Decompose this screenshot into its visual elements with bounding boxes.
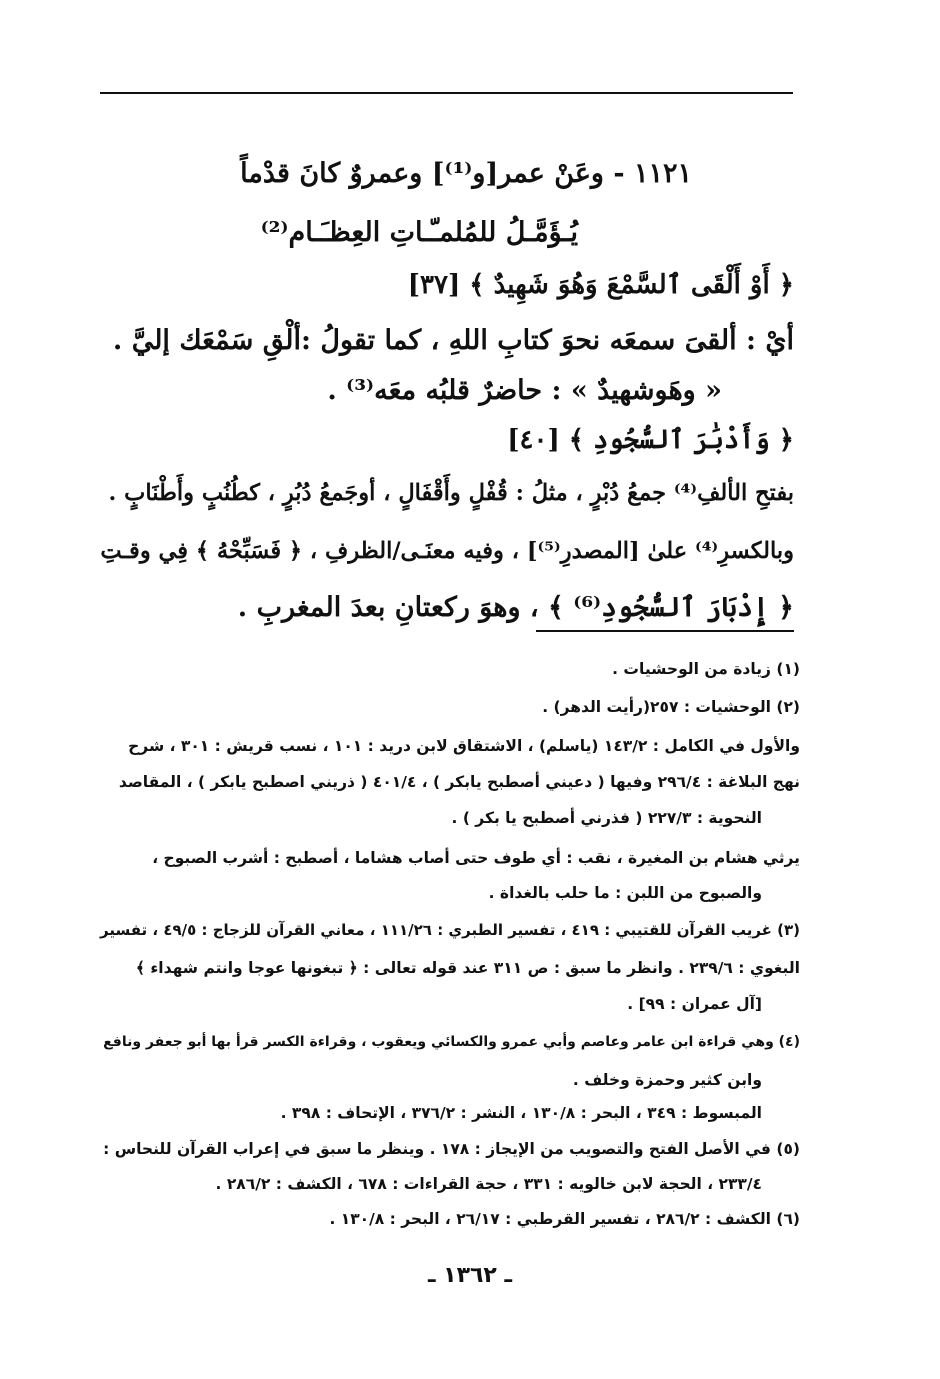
- footnote-6: (٦) الكشف : ٢٨٦/٢ ، تفسير القرطبي : ٢٦/١٧ ، البحر : ١٣٠/٨ .: [329, 1210, 800, 1228]
- footnote-rule: [536, 630, 794, 632]
- footnote-3-line-2: البغوي : ٢٣٩/٦ . وانظر ما سبق : ص ٣١١ عند قوله تعالى : ﴿ تبغونها عوجا وانتم شهداء ﴾: [135, 959, 800, 977]
- top-rule: [100, 92, 793, 94]
- footnote-2-line-5: يرثي هشام بن المغيرة ، نقب : أي طوف حتى أصاب هشاما ، أصطبح : أشرب الصبوح ،: [152, 849, 800, 867]
- quran-verse-40: ﴿ وَأَدْبَٰرَ ٱلسُّجُودِ ﴾ [٤٠]: [507, 425, 794, 455]
- footnote-2-line-2: والأول في الكامل : ١٤٣/٢ (ياسلم) ، الاشتقاق لابن دريد : ١٠١ ، نسب قريش : ٣٠١ ، شرح: [128, 737, 800, 755]
- footnote-2-line-4: النحوية : ٢٢٧/٣ ( فذرني أصطبح يا بكر ) .: [451, 809, 762, 827]
- page-number: ـ ١٣٦٢ ـ: [427, 1263, 513, 1288]
- quran-verse-37: ﴿ أَوْ أَلْقَى ٱلسَّمْعَ وَهُوَ شَهِيدٌ ﴾ [٣٧]: [407, 270, 794, 300]
- footnote-1: (١) زيادة من الوحشيات .: [612, 660, 800, 678]
- commentary-line-2: « وهَوشهيدٌ » : حاضرٌ قلبُه معَه⁽³⁾ .: [327, 375, 722, 406]
- footnote-2: (٢) الوحشيات : ٢٥٧(رأيت الدهر) .: [542, 698, 800, 716]
- commentary-line-3: بفتحِ الألفِ⁽⁴⁾ جمعُ دُبْرٍ ، مثلُ : قُفْلٍ وأَقْفَالٍ ، أوجَمعُ دُبُرٍ ، كطُنُبٍ وأَطْنَابٍ .: [108, 480, 794, 506]
- verse-line-1: ١١٢١ - وعَنْ عمر[و⁽¹⁾] وعمروٌ كانَ قدْماً: [240, 158, 692, 189]
- footnote-5-line-2: ٢٣٣/٤ ، الحجة لابن خالويه : ٣٣١ ، حجة القراءات : ٦٧٨ ، الكشف : ٢٨٦/٢ .: [215, 1175, 762, 1193]
- footnote-4-line-2: وابن كثير وحمزة وخلف .: [572, 1071, 762, 1089]
- commentary-line-1: أيْ : ألقىَ سمعَه نحوَ كتابِ اللهِ ، كما تقولُ :ألْقِ سَمْعَك إليَّ .: [112, 325, 794, 356]
- footnote-4: (٤) وهي قراءة ابن عامر وعاصم وأبي عمرو والكسائي ويعقوب ، وقراءة الكسر قرأ بها أبو جعفر ونافع: [103, 1034, 800, 1050]
- footnote-3: (٣) غريب القرآن للقتيبي : ٤١٩ ، تفسير الطبري : ١١١/٢٦ ، معاني القرآن للزجاج : ٤٩/٥ ، تفسير: [100, 921, 800, 939]
- footnote-5: (٥) في الأصل الفتح والتصويب من الإيجاز : ١٧٨ . وينظر ما سبق في إعراب القرآن للنحاس :: [103, 1140, 800, 1158]
- footnote-2-line-3: نهج البلاغة : ٢٩٦/٤ وفيها ( دعيني أصطبح يابكر ) ، ٤٠١/٤ ( ذريني اصطبح يابكر ) ، المقاصد: [118, 773, 800, 791]
- commentary-line-4: وبالكسرِ⁽⁴⁾ علىٰ [المصدرِ⁽⁵⁾] ، وفيه معنَـى/الظرفِ ، ﴿ فَسَبِّحْهُ ﴾ فِي وقـتِ: [100, 538, 794, 564]
- commentary-line-5: ﴿ إِدْبَارَ ٱلسُّجُودِ⁽⁶⁾ ﴾ ، وهوَ ركعتانِ بعدَ المغربِ .: [237, 592, 794, 623]
- footnote-2-line-6: والصبوح من اللبن : ما حلب بالغداة .: [488, 884, 762, 902]
- footnote-4-line-3: المبسوط : ٣٤٩ ، البحر : ١٣٠/٨ ، النشر : ٣٧٦/٢ ، الإتحاف : ٣٩٨ .: [280, 1104, 762, 1122]
- verse-line-2: يُـؤَمَّـلُ للمُلمـّـاتِ العِظـَـام⁽²⁾: [260, 217, 578, 248]
- footnote-3-line-3: [آل عمران : ٩٩] .: [627, 995, 762, 1013]
